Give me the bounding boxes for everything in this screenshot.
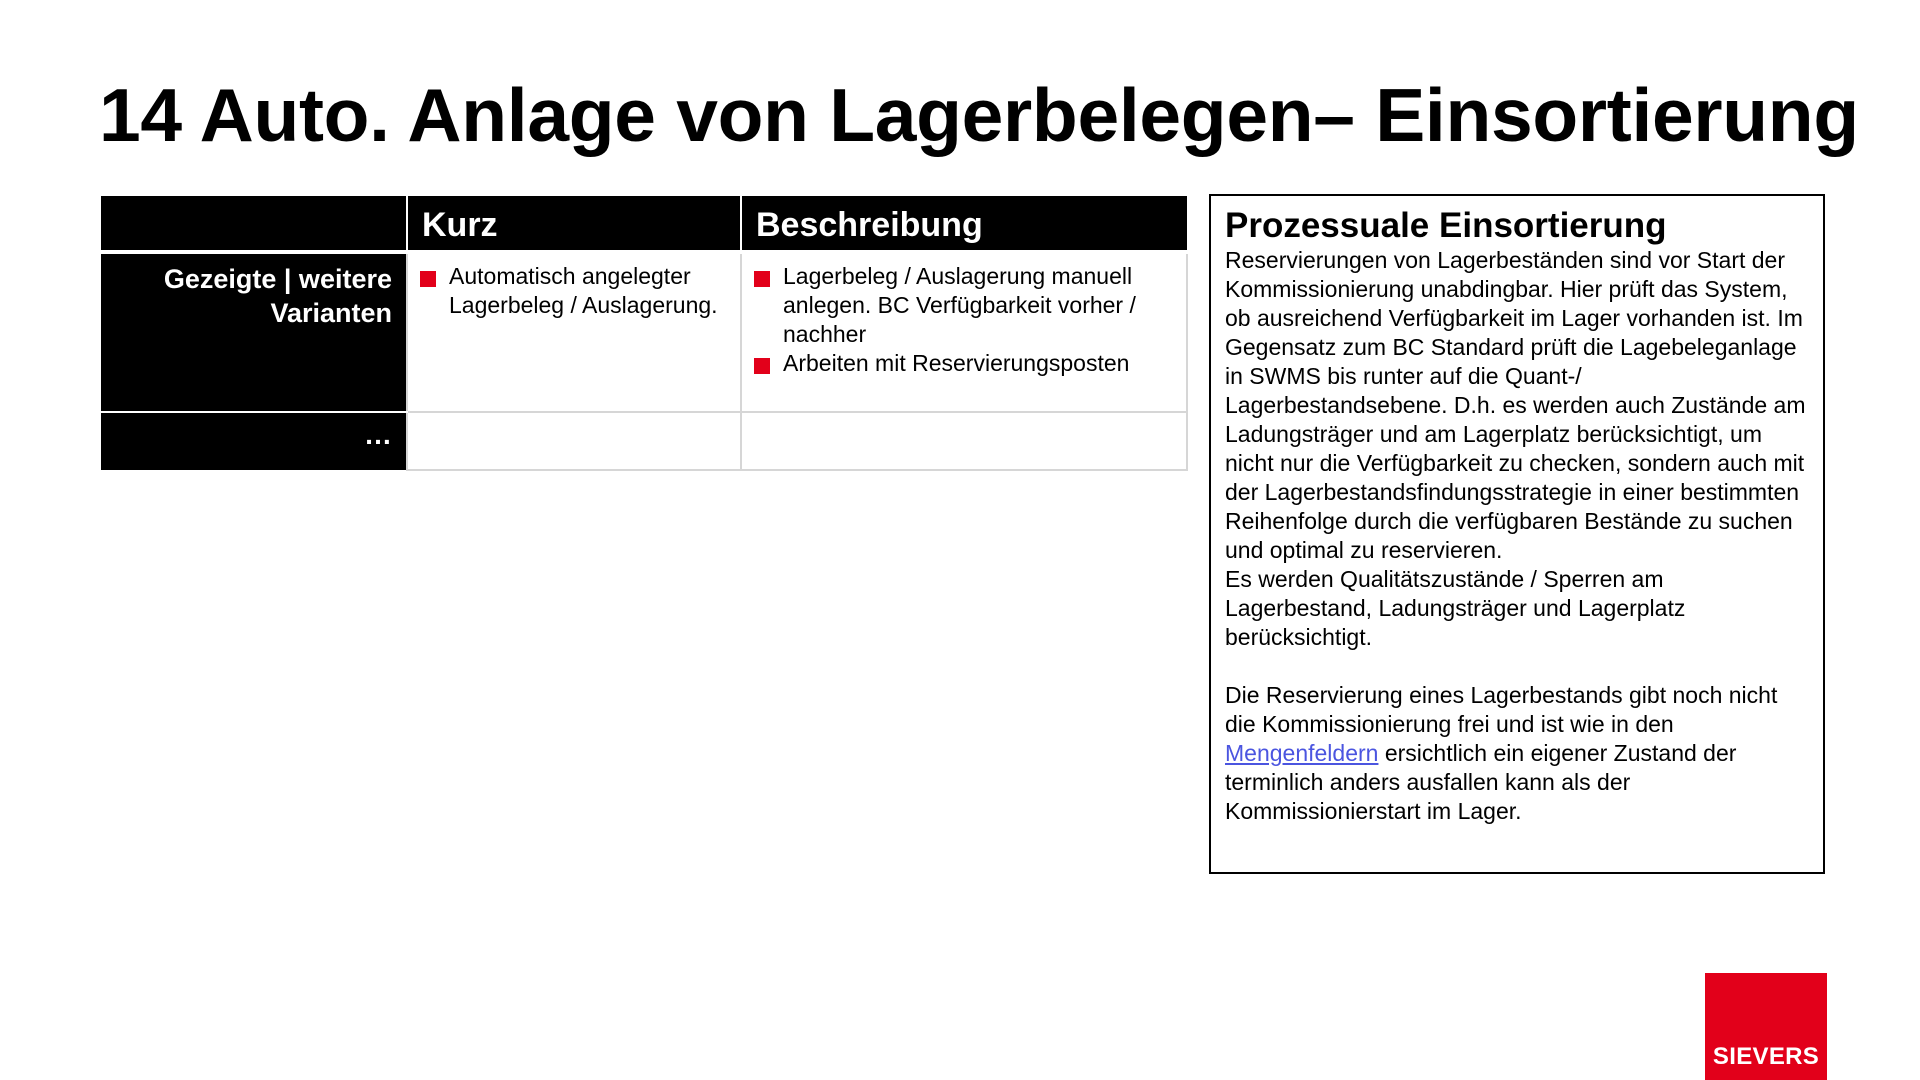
paragraph-3-text-after: ersichtlich ein eigener Zustand der terminlich anders ausfallen kann als der Kommissionierstart im Lager.: [1225, 740, 1737, 824]
row-label-line: Varianten: [270, 298, 392, 328]
kurz-list: [420, 262, 728, 320]
beschreibung-list: [754, 262, 1174, 378]
table-header-row: [101, 196, 1187, 252]
mengenfeldern-link[interactable]: Mengenfeldern: [1225, 740, 1379, 766]
row-label-ellipsis: …: [101, 412, 407, 470]
cell-kurz-empty: [407, 412, 741, 470]
header-empty: [101, 196, 407, 252]
table-row: [101, 252, 1187, 412]
table-row: [101, 412, 1187, 470]
cell-beschreibung: [741, 252, 1187, 412]
cell-kurz: [407, 252, 741, 412]
process-info-box: [1209, 194, 1825, 874]
header-kurz: Kurz: [407, 196, 741, 252]
logo-text: SIEVERS: [1712, 1043, 1820, 1070]
process-paragraph-2: Es werden Qualitätszustände / Sperren am Lagerbestand, Ladungsträger und Lagerplatz berücksichtigt.: [1225, 566, 1686, 650]
list-item: Automatisch angelegter Lagerbeleg / Auslagerung.: [420, 262, 728, 320]
sievers-logo: [1705, 973, 1827, 1080]
process-paragraph-3: [1225, 681, 1809, 826]
cell-beschreibung-empty: [741, 412, 1187, 470]
slide-title: 14 Auto. Anlage von Lagerbelegen– Einsortierung: [99, 73, 1859, 157]
process-heading: Prozessuale Einsortierung: [1225, 206, 1667, 245]
row-label-varianten: [101, 252, 407, 412]
paragraph-spacer: [1225, 652, 1809, 681]
list-item: Arbeiten mit Reservierungsposten: [754, 349, 1174, 378]
process-paragraph-1: Reservierungen von Lagerbeständen sind vor Start der Kommissionierung unabdingbar. Hier prüft das System, ob ausreichend Verfügbarkeit im Lager vorhanden ist. Im Gegensatz zum BC Standard prüft die Lagebeleganlage in SWMS bis runter auf die Quant-/ Lagerbestandsebene. D.h. es werden auch Zustände am Ladungsträger und am Lagerplatz berücksichtigt, um nicht nur die Verfügbarkeit zu checken, sondern auch mit der Lagerbestandsfindungsstrategie in einer bestimmten Reihenfolge durch die verfügbaren Bestände zu suchen und optimal zu reservieren.: [1225, 247, 1806, 563]
paragraph-3-text-before: Die Reservierung eines Lagerbestands gibt noch nicht die Kommissionierung frei und ist wie in den: [1225, 682, 1778, 737]
row-label-line: Gezeigte | weitere: [163, 264, 392, 294]
variants-table: [101, 196, 1188, 471]
header-beschreibung: Beschreibung: [741, 196, 1187, 252]
list-item: Lagerbeleg / Auslagerung manuell anlegen. BC Verfügbarkeit vorher / nachher: [754, 262, 1174, 349]
